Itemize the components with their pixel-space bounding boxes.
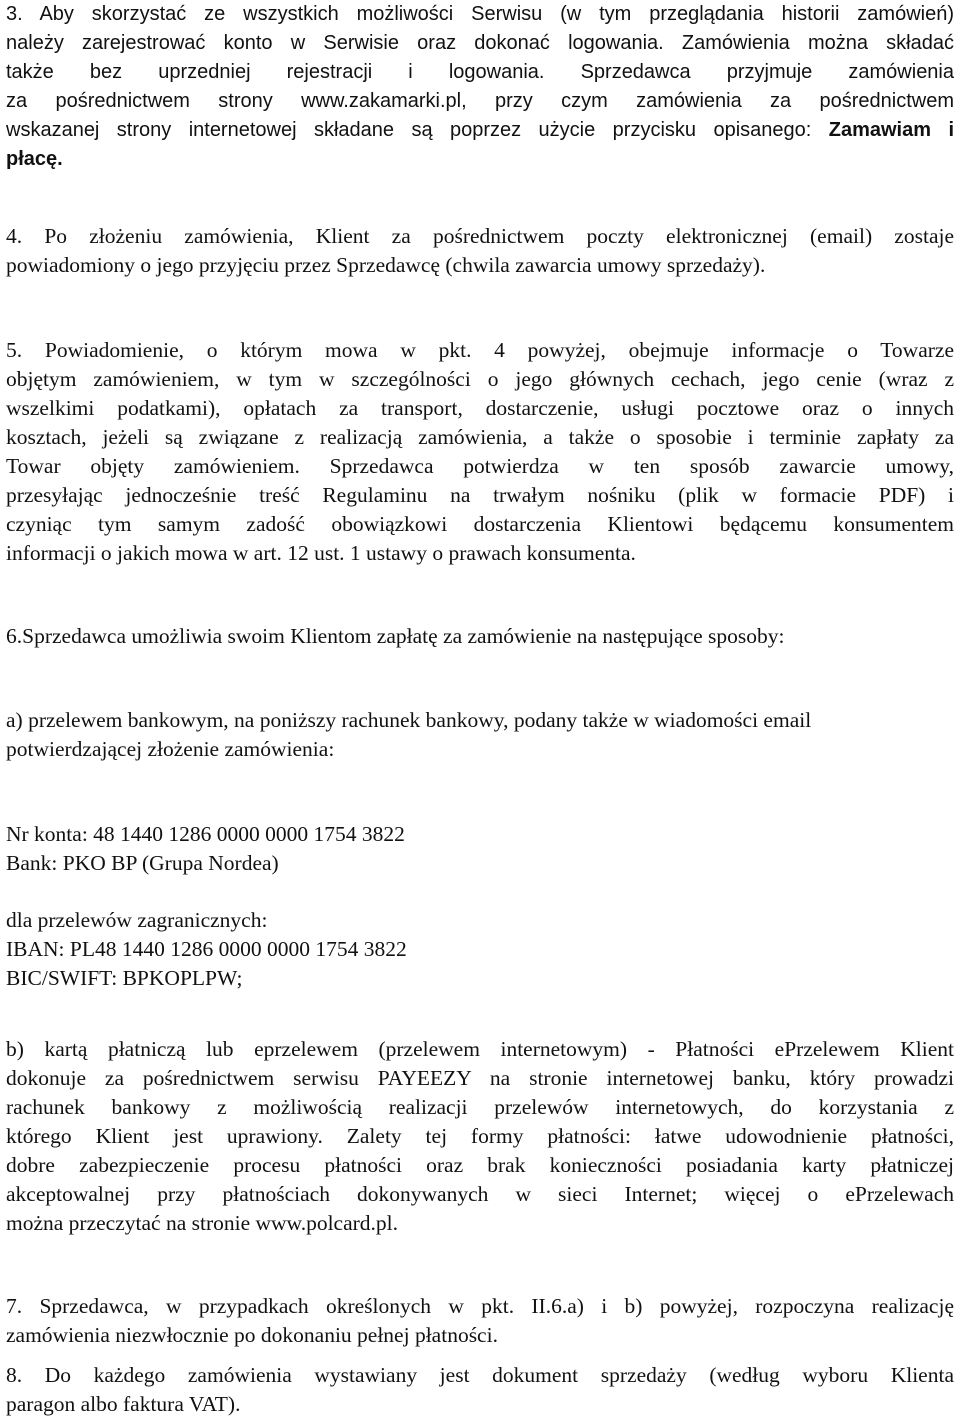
option-a-line-1: a) przelewem bankowym, na poniższy rachunek bankowy, podany także w wiadomości email [6,708,812,732]
option-b-line-5: dobre zabezpieczenie procesu płatności oraz brak konieczności posiadania karty płatniczej [6,1153,954,1177]
paragraph-4-line-1: 4. Po złożeniu zamówienia, Klient za pośrednictwem poczty elektronicznej (email) zostaje [6,224,954,248]
iban-number: IBAN: PL48 1440 1286 0000 0000 1754 3822 [6,937,407,961]
paragraph-5-line-4: kosztach, jeżeli są związane z realizacją zamówienia, a także o sposobie i terminie zapłaty za [6,425,954,449]
option-b-line-1: b) kartą płatniczą lub eprzelewem (przelewem internetowym) - Płatności ePrzelewem Klient [6,1037,954,1061]
paragraph-7-line-2: zamówienia niezwłocznie po dokonaniu pełnej płatności. [6,1323,498,1347]
paragraph-3-line-1: 3. Aby skorzystać ze wszystkich możliwości Serwisu (w tym przeglądania historii zamówień) [6,3,954,25]
paragraph-3-line-5 [6,116,954,145]
paragraph-5-line-1: 5. Powiadomienie, o którym mowa w pkt. 4 powyżej, obejmuje informacje o Towarze [6,338,954,362]
paragraph-4-line-2: powiadomiony o jego przyjęciu przez Sprzedawcę (chwila zawarcia umowy sprzedaży). [6,253,766,277]
paragraph-8-line-1: 8. Do każdego zamówienia wystawiany jest dokument sprzedaży (według wyboru Klienta [6,1363,954,1387]
paragraph-8-line-2: paragon albo faktura VAT). [6,1392,241,1416]
paragraph-5-line-5: Towar objęty zamówieniem. Sprzedawca potwierdza w ten sposób zawarcie umowy, [6,454,954,478]
paragraph-3-line-3: także bez uprzedniej rejestracji i logowania. Sprzedawca przyjmuje zamówienia [6,61,954,83]
bic-swift-code: BIC/SWIFT: BPKOPLPW; [6,966,243,990]
paragraph-3-line-4: za pośrednictwem strony www.zakamarki.pl, przy czym zamówienia za pośrednictwem [6,90,954,112]
account-number: Nr konta: 48 1440 1286 0000 0000 1754 3822 [6,822,405,846]
option-b-line-2: dokonuje za pośrednictwem serwisu PAYEEZY na stronie internetowej banku, który prowadzi [6,1066,954,1090]
paragraph-5-line-7: czyniąc tym samym zadość obowiązkowi dostarczenia Klientowi będącemu konsumentem [6,512,954,536]
button-name-zamawiam: Zamawiam i [828,119,954,141]
paragraph-7-line-1: 7. Sprzedawca, w przypadkach określonych w pkt. II.6.a) i b) powyżej, rozpoczyna realizację [6,1294,954,1318]
paragraph-5-line-2: objętym zamówieniem, w tym w szczególności o jego głównych cechach, jego cenie (wraz z [6,367,954,391]
option-a-line-2: potwierdzającej złożenie zamówienia: [6,737,335,761]
button-name-placę: płacę. [6,148,63,170]
paragraph-5-line-3: wszelkimi podatkami), opłatach za transport, dostarczenie, usługi pocztowe oraz o innych [6,396,954,420]
foreign-transfers-label: dla przelewów zagranicznych: [6,908,268,932]
bank-name: Bank: PKO BP (Grupa Nordea) [6,851,279,875]
paragraph-5-line-6: przesyłając jednocześnie treść Regulaminu na trwałym nośniku (plik w formacie PDF) i [6,483,954,507]
option-b-line-3: rachunek bankowy z możliwością realizacji przelewów internetowych, do korzystania z [6,1095,954,1119]
paragraph-5-line-8: informacji o jakich mowa w art. 12 ust. 1 ustawy o prawach konsumenta. [6,541,636,565]
option-b-line-4: którego Klient jest uprawiony. Zalety tej formy płatności: łatwe udowodnienie płatności, [6,1124,954,1148]
paragraph-3-line-5-text: wskazanej strony internetowej składane są poprzez użycie przycisku opisanego: [6,119,812,141]
option-b-line-7: można przeczytać na stronie www.polcard.pl. [6,1211,399,1235]
option-b-line-6: akceptowalnej przy płatnościach dokonywanych w sieci Internet; więcej o ePrzelewach [6,1182,954,1206]
paragraph-6: 6.Sprzedawca umożliwia swoim Klientom zapłatę za zamówienie na następujące sposoby: [6,624,785,648]
paragraph-3-line-2: należy zarejestrować konto w Serwisie oraz dokonać logowania. Zamówienia można składać [6,32,954,54]
